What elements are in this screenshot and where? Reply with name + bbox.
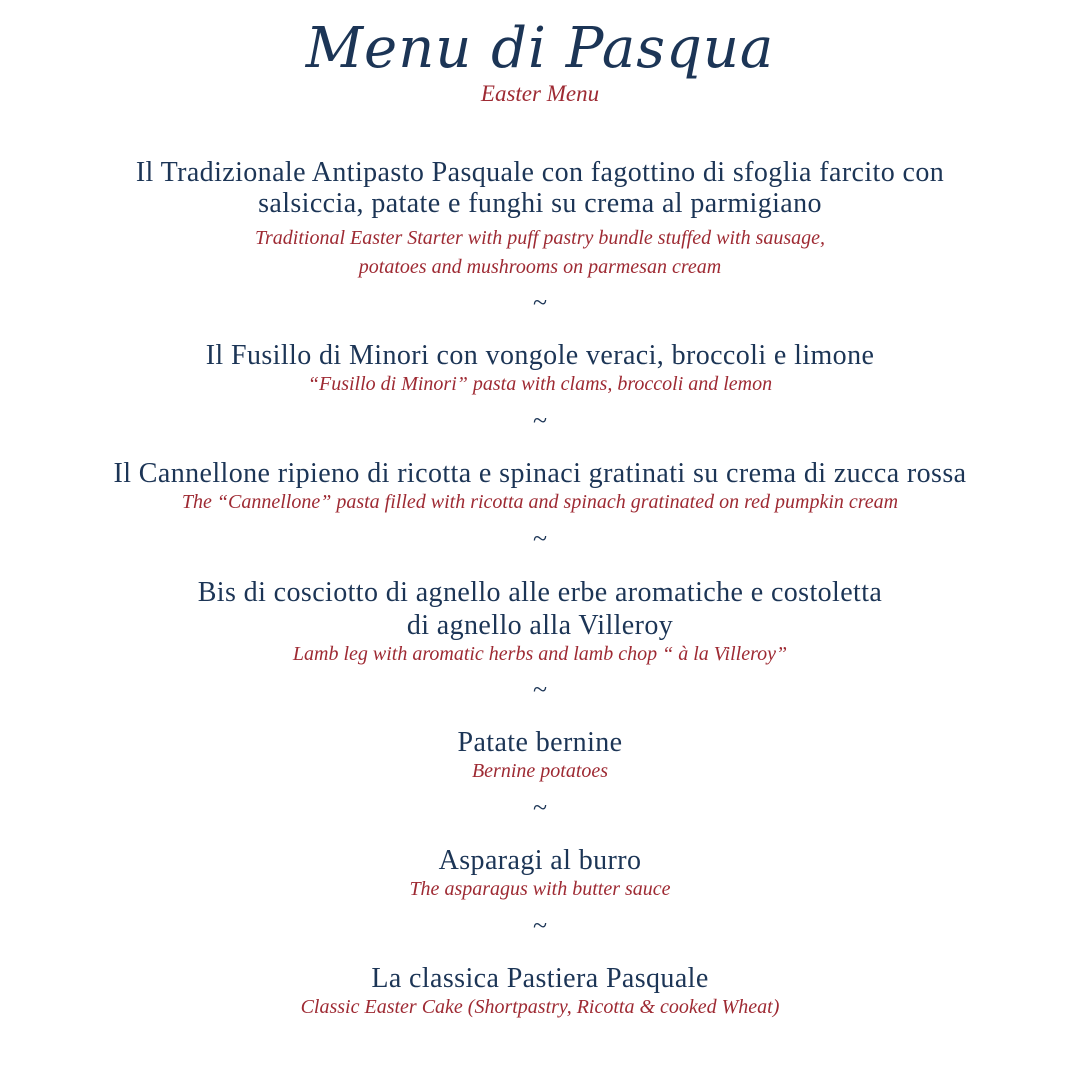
course-separator: ~ bbox=[532, 406, 548, 435]
course-english-line: The asparagus with butter sauce bbox=[409, 878, 671, 900]
course-english-line: “Fusillo di Minori” pasta with clams, broccoli and lemon bbox=[307, 373, 773, 395]
course-english-line: potatoes and mushrooms on parmesan cream bbox=[358, 256, 722, 278]
course-english-line: Traditional Easter Starter with puff pastry bundle stuffed with sausage, bbox=[254, 227, 826, 249]
course-cannellone bbox=[0, 458, 1080, 514]
course-separator: ~ bbox=[532, 911, 548, 940]
course-asparagi bbox=[0, 845, 1080, 901]
course-italian-line: Il Tradizionale Antipasto Pasquale con fagottino di sfoglia farcito con bbox=[135, 157, 945, 188]
course-antipasto bbox=[0, 157, 1080, 282]
menu-title: Menu di Pasqua bbox=[305, 16, 775, 81]
course-agnello bbox=[0, 576, 1080, 666]
course-italian-line: La classica Pastiera Pasquale bbox=[371, 963, 709, 994]
course-italian-line: Bis di cosciotto di agnello alle erbe aromatiche e costoletta bbox=[197, 577, 883, 608]
menu-subtitle: Easter Menu bbox=[480, 81, 600, 106]
course-pastiera bbox=[0, 963, 1080, 1019]
course-italian-line: Asparagi al burro bbox=[438, 845, 642, 876]
course-italian-line: di agnello alla Villeroy bbox=[406, 610, 674, 641]
course-italian-line: salsiccia, patate e funghi su crema al parmigiano bbox=[258, 188, 822, 219]
course-italian-line: Il Fusillo di Minori con vongole veraci, broccoli e limone bbox=[205, 340, 875, 371]
course-english-line: The “Cannellone” pasta filled with ricotta and spinach gratinated on red pumpkin cream bbox=[181, 491, 899, 513]
course-separator: ~ bbox=[532, 288, 548, 317]
course-separator: ~ bbox=[532, 793, 548, 822]
course-separator: ~ bbox=[532, 524, 548, 553]
course-fusillo bbox=[0, 340, 1080, 396]
course-italian-line: Patate bernine bbox=[457, 727, 623, 758]
course-patate bbox=[0, 727, 1080, 783]
course-separator: ~ bbox=[532, 675, 548, 704]
course-english-line: Classic Easter Cake (Shortpastry, Ricotta & cooked Wheat) bbox=[300, 996, 780, 1018]
course-italian-line: Il Cannellone ripieno di ricotta e spinaci gratinati su crema di zucca rossa bbox=[113, 458, 967, 489]
course-english-line: Bernine potatoes bbox=[471, 760, 609, 782]
course-english-line: Lamb leg with aromatic herbs and lamb chop “ à la Villeroy” bbox=[292, 643, 788, 665]
